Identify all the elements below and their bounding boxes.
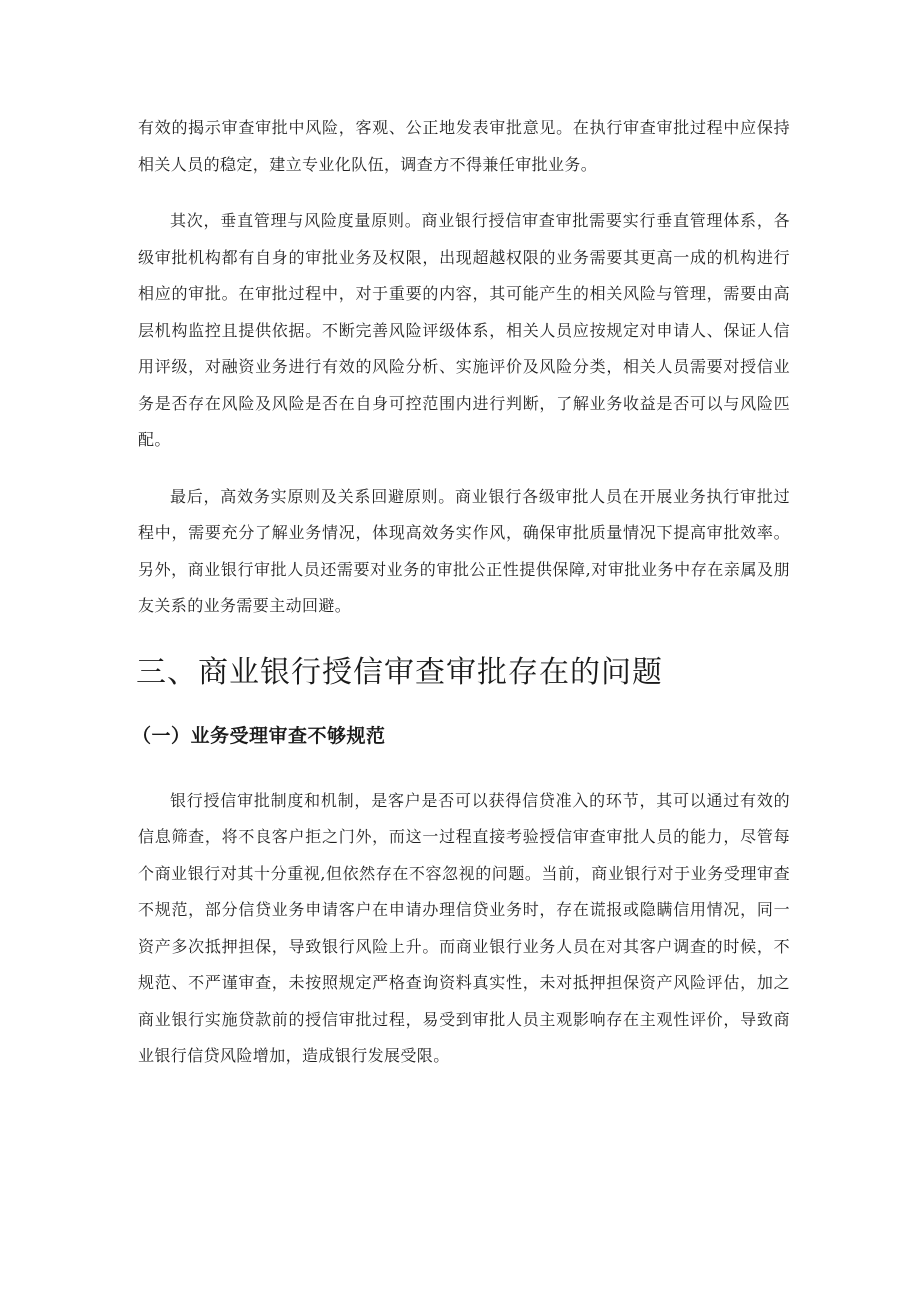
paragraph-efficiency-avoidance: 最后，高效务实原则及关系回避原则。商业银行各级审批人员在开展业务执行审批过程中，需要充分了解业务情况，体现高效务实作风，确保审批质量情况下提高审批效率。另外，商业银行审批人员还需要对业务的审批公正性提供保障,对审批业务中存在亲属及朋友关系的业务需要主动回避。 — [138, 486, 790, 615]
document-body — [132, 110, 790, 1095]
subsection-title: （一）业务受理审查不够规范 — [132, 724, 386, 747]
paragraph-vertical-management: 其次，垂直管理与风险度量原则。商业银行授信审查审批需要实行垂直管理体系，各级审批机构都有自身的审批业务及权限，出现超越权限的业务需要其更高一成的机构进行相应的审批。在审批过程中，对于重要的内容，其可能产生的相关风险与管理，需要由高层机构监控且提供依据。不断完善风险评级体系，相关人员应按规定对申请人、保证人信用评级，对融资业务进行有效的风险分析、实施评价及风险分类，相关人员需要对授信业务是否存在风险及风险是否在自身可控范围内进行判断，了解业务收益是否可以与风险匹配。 — [138, 211, 790, 449]
paragraph-business-review: 银行授信审批制度和机制，是客户是否可以获得信贷准入的环节，其可以通过有效的信息筛查，将不良客户拒之门外，而这一过程直接考验授信审查审批人员的能力，尽管每个商业银行对其十分重视,但依然存在不容忽视的问题。当前，商业银行对于业务受理审查不规范，部分信贷业务申请客户在申请办理信贷业务时，存在谎报或隐瞒信用情况，同一资产多次抵押担保，导致银行风险上升。而商业银行业务人员在对其客户调查的时候，不规范、不严谨审查，未按照规定严格查询资料真实性，未对抵押担保资产风险评估，加之商业银行实施贷款前的授信审批过程，易受到审批人员主观影响存在主观性评价，导致商业银行信贷风险增加，造成银行发展受限。 — [138, 790, 790, 1065]
paragraph-continuation: 有效的揭示审查审批中风险，客观、公正地发表审批意见。在执行审查审批过程中应保持相关人员的稳定，建立专业化队伍，调查方不得兼任审批业务。 — [138, 118, 790, 174]
section-title: 三、商业银行授信审查审批存在的问题 — [136, 654, 663, 690]
